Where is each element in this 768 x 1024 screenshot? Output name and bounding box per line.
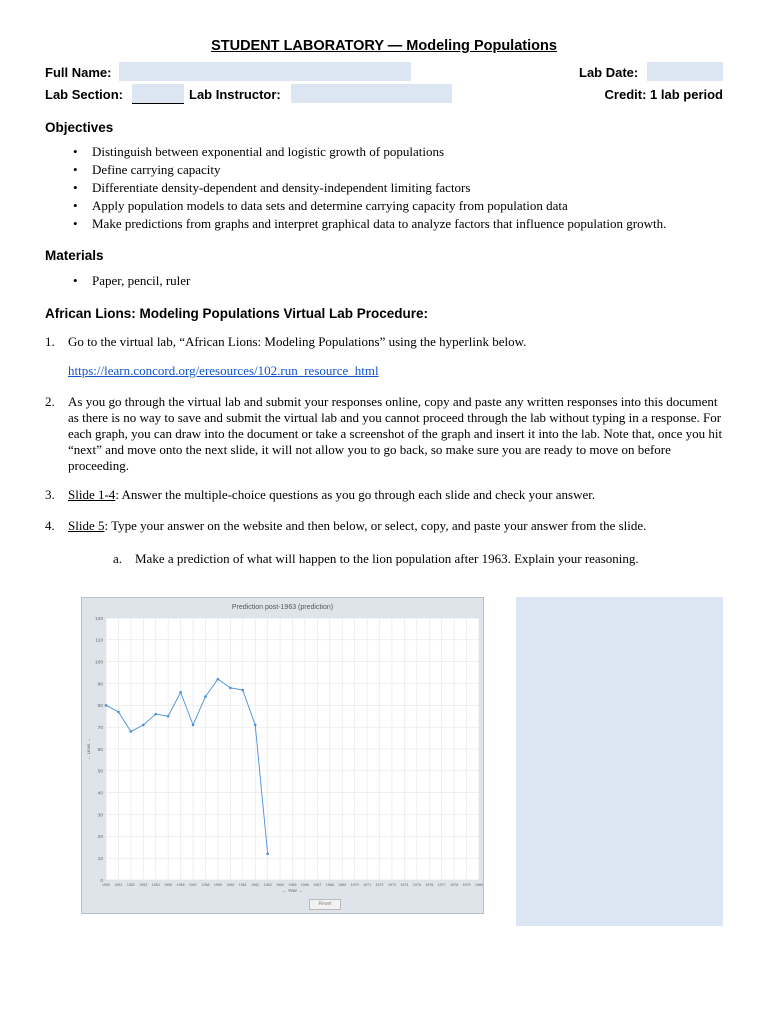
x-tick-label: 1953: [139, 883, 148, 887]
data-point: [130, 730, 133, 733]
step-3-slide: Slide 1-4: [68, 487, 116, 502]
y-tick-label: 40: [97, 791, 103, 797]
x-tick-label: 1956: [176, 883, 185, 887]
step-2-number: 2.: [45, 394, 55, 409]
y-tick-label: 50: [97, 769, 103, 775]
x-tick-label: 1973: [387, 883, 396, 887]
x-tick-label: 1974: [400, 883, 409, 887]
full-name-label: Full Name:: [45, 65, 112, 80]
x-tick-label: 1979: [462, 883, 471, 887]
step-4-slide: Slide 5: [68, 518, 105, 533]
x-tick-label: 1972: [375, 883, 384, 887]
data-point: [154, 713, 157, 716]
objective-item: • Make predictions from graphs and interpret graphical data to analyze factors that influence population growth.: [65, 215, 745, 233]
x-axis-label: ← Year →: [282, 888, 303, 893]
x-tick-label: 1952: [126, 883, 135, 887]
objectives-heading: Objectives: [45, 120, 114, 135]
objective-item: • Differentiate density-dependent and density-independent limiting factors: [65, 179, 745, 197]
x-tick-label: 1957: [189, 883, 198, 887]
x-tick-label: 1950: [102, 883, 110, 887]
sub-a-text: Make a prediction of what will happen to the lion population after 1963. Explain your reasoning.: [135, 551, 639, 566]
lab-instructor-field[interactable]: [291, 84, 452, 103]
x-tick-label: 1975: [412, 883, 421, 887]
x-tick-label: 1980: [475, 883, 483, 887]
procedure-heading: African Lions: Modeling Populations Virtual Lab Procedure:: [45, 306, 429, 321]
objective-item: • Apply population models to data sets and determine carrying capacity from population data: [65, 197, 745, 215]
y-tick-label: 20: [97, 835, 103, 841]
y-tick-label: 80: [97, 704, 103, 710]
x-tick-label: 1977: [437, 883, 446, 887]
data-point: [254, 724, 257, 727]
objective-item: • Distinguish between exponential and logistic growth of populations: [65, 143, 745, 161]
data-point: [167, 715, 170, 718]
y-tick-label: 120: [94, 616, 103, 622]
lab-date-label: Lab Date:: [579, 65, 639, 80]
x-tick-label: 1963: [263, 883, 272, 887]
lion-population-chart: [81, 597, 484, 914]
x-tick-label: 1967: [313, 883, 322, 887]
y-tick-label: 100: [94, 660, 103, 666]
step-1-number: 1.: [45, 334, 55, 349]
lab-section-label: Lab Section:: [45, 87, 124, 102]
step-2: [45, 394, 725, 474]
step-4-text: : Type your answer on the website and then below, or select, copy, and paste your answer from the slide.: [104, 518, 647, 533]
data-point: [179, 691, 182, 694]
data-point: [204, 695, 207, 698]
y-tick-label: 0: [100, 878, 103, 884]
x-tick-label: 1962: [251, 883, 260, 887]
y-tick-label: 60: [97, 747, 103, 753]
data-point: [192, 724, 195, 727]
lab-hyperlink[interactable]: [68, 363, 379, 379]
data-point: [229, 687, 232, 690]
x-tick-label: 1971: [363, 883, 372, 887]
step-1-text: Go to the virtual lab, “African Lions: Modeling Populations” using the hyperlink below.: [68, 334, 527, 349]
x-tick-label: 1959: [213, 883, 222, 887]
materials-list: [65, 272, 745, 290]
x-tick-label: 1955: [164, 883, 173, 887]
step-1: [45, 334, 725, 350]
y-tick-label: 10: [97, 856, 103, 862]
sub-question-a: [113, 551, 733, 567]
document-title: STUDENT LABORATORY — Modeling Populations: [211, 38, 557, 54]
objective-item: • Define carrying capacity: [65, 161, 745, 179]
x-tick-label: 1970: [350, 883, 359, 887]
data-point: [217, 678, 220, 681]
material-item: • Paper, pencil, ruler: [65, 272, 745, 290]
y-axis-label: ← Lions →: [86, 737, 91, 761]
chart-title: Prediction post-1963 (prediction): [231, 604, 334, 611]
x-tick-label: 1976: [425, 883, 434, 887]
x-tick-label: 1978: [450, 883, 459, 887]
x-tick-label: 1960: [226, 883, 235, 887]
step-3-number: 3.: [45, 487, 55, 502]
data-point: [105, 704, 108, 707]
data-point: [266, 853, 269, 856]
sub-a-number: a.: [113, 551, 123, 566]
x-tick-label: 1958: [201, 883, 210, 887]
x-tick-label: 1961: [238, 883, 247, 887]
reset-button[interactable]: Reset: [309, 899, 341, 910]
answer-box[interactable]: [516, 597, 723, 926]
full-name-field[interactable]: [119, 62, 411, 81]
step-3: [45, 487, 725, 503]
x-tick-label: 1968: [325, 883, 334, 887]
x-tick-label: 1964: [276, 883, 285, 887]
step-4: [45, 518, 725, 534]
x-tick-label: 1951: [114, 883, 123, 887]
x-tick-label: 1954: [151, 883, 160, 887]
objectives-list: [65, 143, 745, 233]
step-4-number: 4.: [45, 518, 55, 533]
step-2-text: As you go through the virtual lab and submit your responses online, copy and paste any written responses into this document as there is no way to save and submit the virtual lab and you cannot proceed through the lab without typing in a response. For each graph, you can draw into the document or take a screenshot of the graph and insert it into the lab. Note that, once you hit “next” and move onto the next slide, it will not allow you to go back, so make sure you are ready to move on before proceeding.: [68, 394, 723, 473]
y-tick-label: 110: [95, 638, 103, 644]
x-tick-label: 1966: [300, 883, 309, 887]
step-3-text: : Answer the multiple-choice questions as you go through each slide and check your answer.: [115, 487, 596, 502]
y-tick-label: 90: [97, 682, 103, 688]
credit-label: Credit: 1 lab period: [604, 87, 723, 102]
lab-section-field[interactable]: [132, 84, 184, 104]
x-tick-label: 1965: [288, 883, 297, 887]
lab-hyperlink-text[interactable]: https://learn.concord.org/eresources/102.run_resource_html: [68, 363, 379, 378]
materials-heading: Materials: [45, 248, 104, 263]
y-tick-label: 70: [97, 725, 103, 731]
lab-instructor-label: Lab Instructor:: [189, 87, 281, 102]
data-point: [142, 724, 145, 727]
y-tick-label: 30: [97, 813, 103, 819]
data-point: [241, 689, 244, 692]
data-point: [117, 711, 120, 714]
lab-date-field[interactable]: [647, 62, 723, 81]
x-tick-label: 1969: [338, 883, 347, 887]
